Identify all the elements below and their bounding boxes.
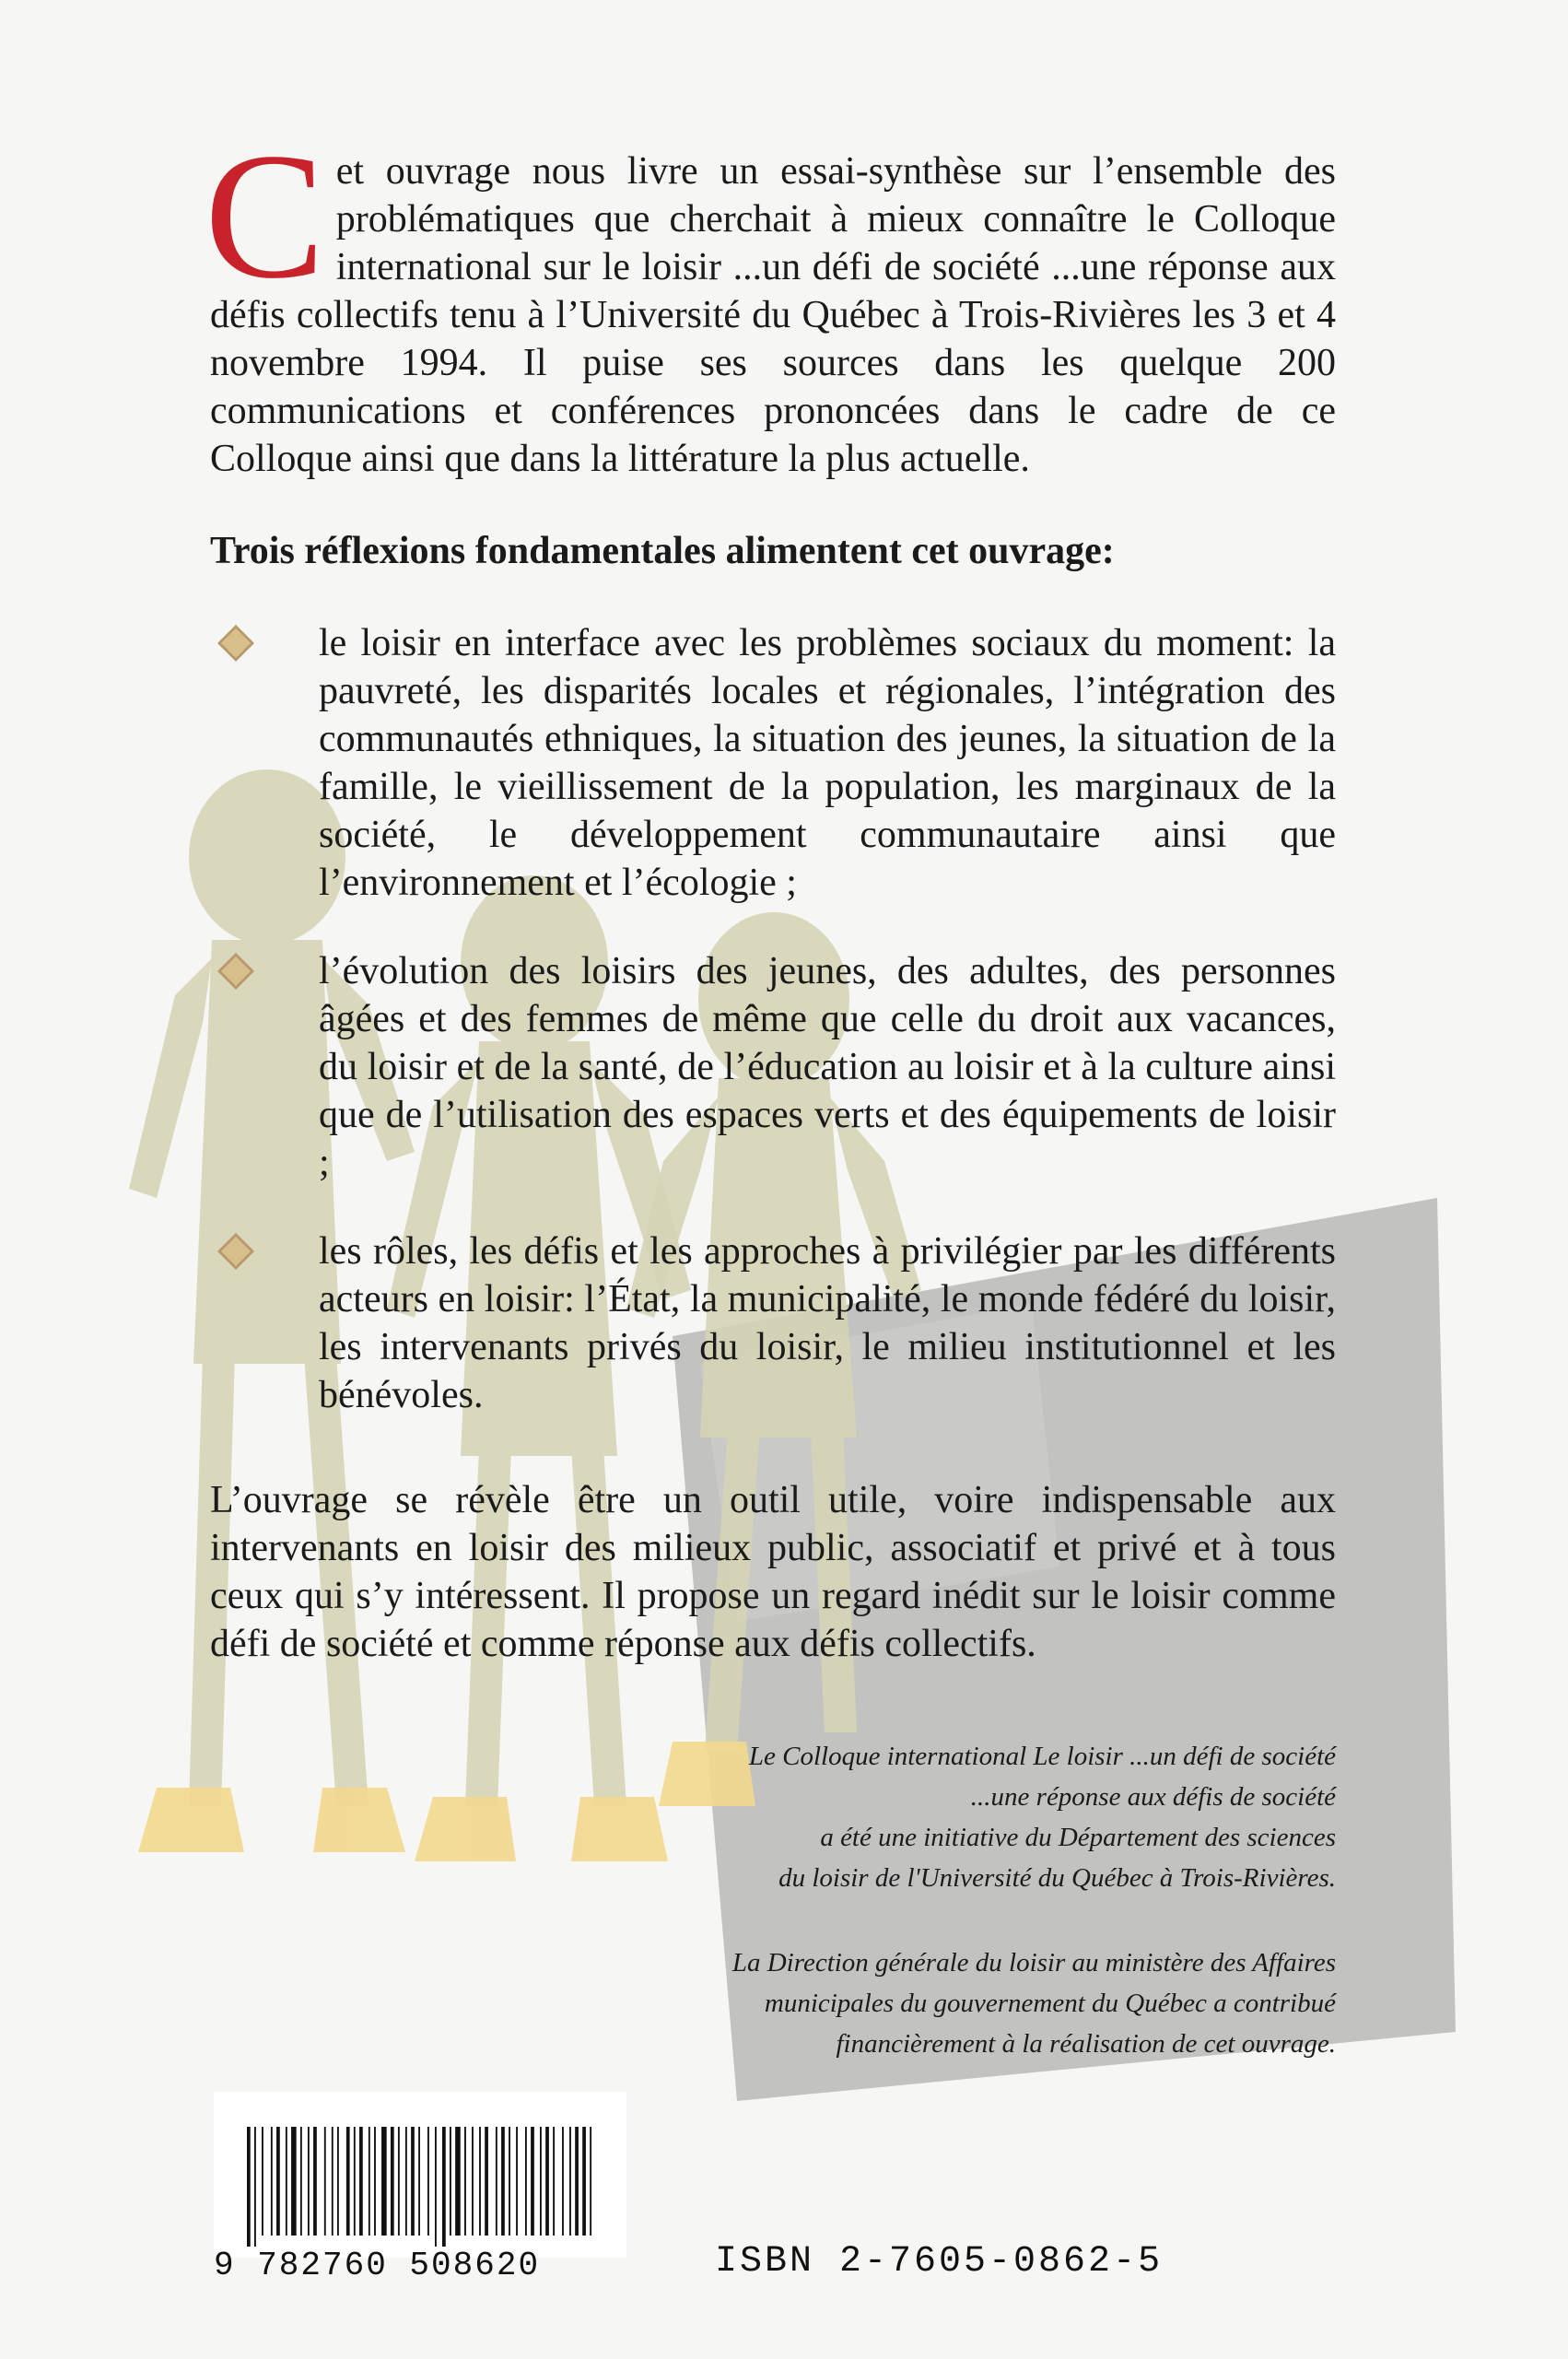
barcode-bar (276, 2127, 280, 2236)
list-item-text: le loisir en interface avec les problèmes sociaux du moment: la pauvreté, les disparités locales et régionales, l’intégration des communautés ethniques, la situation des jeunes, la situation de la famille, le vieillissement de la population, les marginaux de la société, le développement communautaire ainsi que l’environnement et l’écologie ; (319, 622, 1336, 904)
barcode-bar (509, 2127, 510, 2236)
credit-line: Le Colloque international Le loisir ...un défi de société (748, 1742, 1336, 1771)
barcode-bar (332, 2127, 333, 2236)
barcode-bar (501, 2127, 505, 2236)
barcode-bar (553, 2127, 555, 2236)
barcode-bar (369, 2127, 370, 2236)
figure-left-feet (138, 1788, 405, 1852)
barcode-digits: 9 782760 508620 (214, 2247, 541, 2284)
barcode-bar (418, 2127, 420, 2236)
credit-line: a été une initiative du Département des sciences (820, 1823, 1336, 1852)
barcode-bar (450, 2127, 451, 2236)
drop-cap: C (205, 116, 325, 316)
barcode-bar (300, 2127, 302, 2236)
barcode-bar (308, 2127, 310, 2236)
barcode-bar (337, 2127, 339, 2236)
credit-line: du loisir de l'Université du Québec à Trois-Rivières. (778, 1863, 1336, 1893)
barcode-bar (569, 2127, 571, 2236)
barcode-bar (286, 2127, 287, 2236)
reflection-list (210, 619, 1336, 1419)
barcode-bar (562, 2127, 564, 2236)
list-item-text: les rôles, les défis et les approches à privilégier par les différents acteurs en loisir: l’État, la municipalité, le monde fédéré du loisir, les intervenants privés du loisir, le milieu institutionnel et les bénévoles. (319, 1230, 1336, 1416)
barcode-bar (464, 2127, 466, 2236)
barcode-bar (485, 2127, 488, 2236)
barcode-bar (479, 2127, 481, 2236)
closing-paragraph: L’ouvrage se révèle être un outil utile, voire indispensable aux intervenants en loisir des milieux public, associatif et privé et à tous ceux qui s’y intéressent. Il propose un regard inédit sur le loisir comme défi de société et comme réponse aux défis collectifs. (210, 1479, 1336, 1665)
barcode-bar (442, 2127, 446, 2247)
credit-line: La Direction générale du loisir au ministère des Affaires (731, 1948, 1336, 1978)
barcode-bar (531, 2127, 534, 2236)
direction-credit (507, 1942, 1336, 2064)
diamond-bullet-icon (217, 625, 254, 662)
barcode-icon (247, 2127, 597, 2247)
barcode-bar (590, 2127, 591, 2236)
credit-line: ...une réponse aux défis de société (970, 1782, 1336, 1812)
barcode-bar (354, 2127, 356, 2236)
barcode-bar (411, 2127, 415, 2236)
back-cover-text (205, 116, 1336, 1668)
barcode-bar (427, 2127, 429, 2236)
barcode-area (214, 2092, 626, 2258)
barcode-bar (324, 2127, 326, 2236)
barcode-bar (545, 2127, 549, 2236)
credits-block (507, 1736, 1336, 2108)
barcode-bar (575, 2127, 579, 2236)
barcode-bar (313, 2127, 317, 2236)
list-item (210, 1227, 1336, 1419)
barcode-bar (381, 2127, 387, 2236)
barcode-bar (398, 2127, 400, 2236)
isbn-number: ISBN 2-7605-0862-5 (715, 2241, 1164, 2283)
barcode-bar (405, 2127, 407, 2236)
barcode-bar (374, 2127, 376, 2236)
intro-text: et ouvrage nous livre un essai-synthèse sur l’ensemble des problématiques que cherchait à mieux connaître le Colloque international sur le loisir ...un défi de société ...une réponse aux défis collectifs tenu à l’Université du Québec à Trois-Rivières les 3 et 4 novembre 1994. Il puise ses sources dans les quelque 200 communications et conférences prononcées dans le cadre de ce Colloque ainsi que dans la littérature la plus actuelle. (210, 150, 1336, 480)
barcode-bar (516, 2127, 518, 2236)
barcode-bar (391, 2127, 394, 2236)
list-item (210, 947, 1336, 1187)
barcode-bar (247, 2127, 251, 2247)
barcode-bar (525, 2127, 527, 2236)
barcode-bar (472, 2127, 474, 2236)
diamond-bullet-icon (217, 953, 254, 990)
barcode-bar (262, 2127, 263, 2236)
barcode-bar (359, 2127, 363, 2236)
barcode-bar (496, 2127, 497, 2236)
barcode-bar (254, 2127, 256, 2247)
diamond-bullet-icon (217, 1233, 254, 1270)
barcode-bar (346, 2127, 350, 2236)
lead-heading: Trois réflexions fondamentales alimentent cet ouvrage: (210, 530, 1115, 572)
barcode-bar (271, 2127, 273, 2236)
intro-paragraph (205, 116, 1336, 483)
barcode-bar (455, 2127, 461, 2236)
credit-line: financièrement à la réalisation de cet ouvrage. (836, 2029, 1336, 2059)
barcode-bar (291, 2127, 297, 2236)
barcode-bar (582, 2127, 586, 2236)
credit-line: municipales du gouvernement du Québec a contribué (764, 1989, 1336, 2018)
barcode-bar (540, 2127, 542, 2236)
colloque-credit (507, 1736, 1336, 1898)
barcode-bar (435, 2127, 437, 2247)
list-item (210, 619, 1336, 907)
list-item-text: l’évolution des loisirs des jeunes, des adultes, des personnes âgées et des femmes de même que celle du droit aux vacances, du loisir et de la santé, de l’éducation au loisir et à la culture ainsi que de l’utilisation des espaces verts et des équipements de loisir ; (319, 950, 1336, 1184)
